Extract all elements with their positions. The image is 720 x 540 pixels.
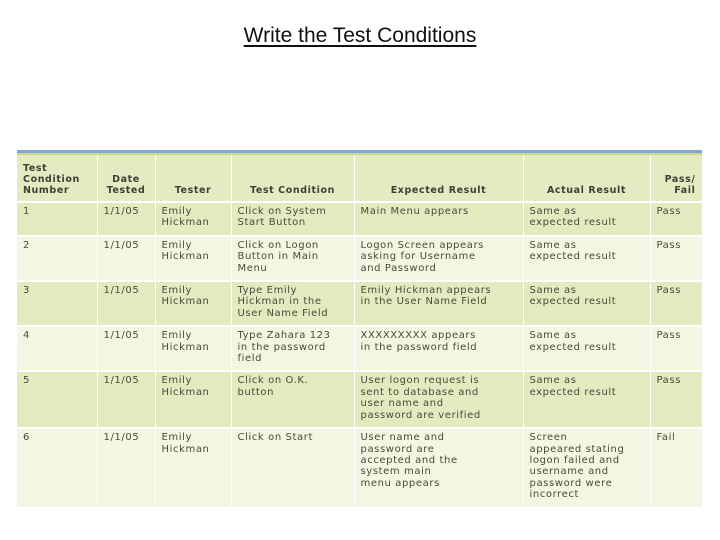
cell-number: 5 [17,371,97,428]
cell-tester: Emily Hickman [155,428,231,507]
cell-actual-result: Same as expected result [523,236,650,281]
cell-date: 1/1/05 [97,202,155,236]
cell-date: 1/1/05 [97,371,155,428]
table-row [17,428,702,507]
cell-actual-result: Same as expected result [523,371,650,428]
cell-expected-result: Logon Screen appears asking for Username and Password [354,236,523,281]
test-conditions-table [17,155,703,509]
cell-test-condition: Type Emily Hickman in the User Name Field [231,281,354,326]
table-row [17,326,702,371]
cell-expected-result: XXXXXXXXX appears in the password field [354,326,523,371]
cell-date: 1/1/05 [97,428,155,507]
cell-actual-result: Screen appeared stating logon failed and username and password were incorrect [523,428,650,507]
cell-pass-fail: Pass [650,326,702,371]
header-test-condition: Test Condition [231,155,354,202]
header-test-condition-number: Test Condition Number [17,155,97,202]
slide-title [0,24,720,48]
cell-number: 4 [17,326,97,371]
cell-tester: Emily Hickman [155,371,231,428]
table-header-row [17,155,702,202]
cell-test-condition: Click on O.K. button [231,371,354,428]
cell-expected-result: Main Menu appears [354,202,523,236]
cell-date: 1/1/05 [97,281,155,326]
cell-test-condition: Click on Start [231,428,354,507]
cell-pass-fail: Pass [650,202,702,236]
cell-actual-result: Same as expected result [523,202,650,236]
cell-pass-fail: Fail [650,428,702,507]
cell-number: 6 [17,428,97,507]
cell-number: 3 [17,281,97,326]
cell-pass-fail: Pass [650,371,702,428]
cell-number: 1 [17,202,97,236]
cell-number: 2 [17,236,97,281]
cell-tester: Emily Hickman [155,202,231,236]
header-pass-fail: Pass/ Fail [650,155,702,202]
table-row [17,236,702,281]
table-row [17,371,702,428]
header-date-tested: Date Tested [97,155,155,202]
cell-date: 1/1/05 [97,326,155,371]
cell-tester: Emily Hickman [155,281,231,326]
cell-actual-result: Same as expected result [523,326,650,371]
header-tester: Tester [155,155,231,202]
test-conditions-table-container [17,150,702,509]
cell-test-condition: Click on System Start Button [231,202,354,236]
header-expected-result: Expected Result [354,155,523,202]
cell-test-condition: Type Zahara 123 in the password field [231,326,354,371]
header-actual-result: Actual Result [523,155,650,202]
cell-tester: Emily Hickman [155,236,231,281]
cell-date: 1/1/05 [97,236,155,281]
cell-tester: Emily Hickman [155,326,231,371]
cell-test-condition: Click on Logon Button in Main Menu [231,236,354,281]
cell-expected-result: User logon request is sent to database and user name and password are verified [354,371,523,428]
cell-pass-fail: Pass [650,281,702,326]
slide-title-text: Write the Test Conditions [243,24,477,47]
table-row [17,281,702,326]
cell-pass-fail: Pass [650,236,702,281]
cell-actual-result: Same as expected result [523,281,650,326]
table-row [17,202,702,236]
cell-expected-result: User name and password are accepted and the system main menu appears [354,428,523,507]
cell-expected-result: Emily Hickman appears in the User Name Field [354,281,523,326]
